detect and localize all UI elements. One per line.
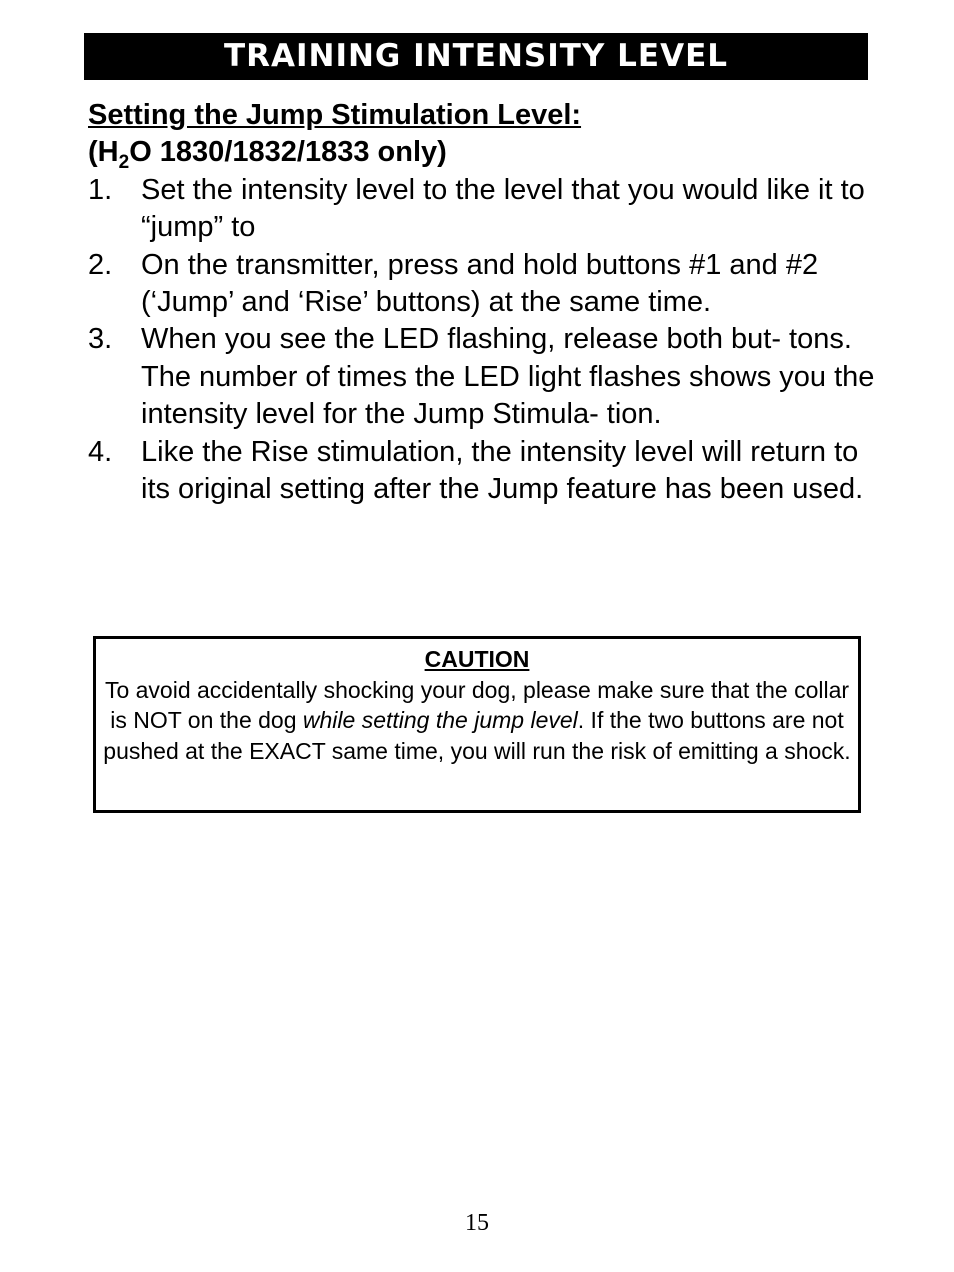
jump-stimulation-section [88, 97, 878, 508]
steps-list [88, 172, 878, 509]
model-note-subscript: 2 [118, 152, 130, 174]
step-text: When you see the LED flashing, release both but- tons. The number of times the LED light flashes shows you the intensity level for the Jump Stimula- tion. [141, 323, 875, 431]
list-item [88, 247, 878, 322]
model-note-suffix: O 1830/1832/1833 only) [129, 136, 447, 169]
caution-title: CAUTION [424, 646, 530, 672]
step-number: 1. [88, 173, 113, 206]
caution-text [96, 675, 858, 767]
list-item [88, 321, 878, 433]
caution-text-italic: while setting the jump level [302, 707, 578, 733]
header-title: TRAINING INTENSITY LEVEL [223, 38, 729, 74]
caution-text-after: . If the two buttons are not pushed at the EXACT same time, you will run the risk of emitting a shock. [103, 707, 851, 764]
caution-text-before: To avoid accidentally shocking your dog, please make sure that the collar is NOT on the dog [104, 676, 850, 733]
list-item [88, 434, 878, 509]
model-note [88, 134, 878, 174]
step-number: 2. [88, 248, 113, 281]
step-text: Like the Rise stimulation, the intensity level will return to its original setting after the Jump feature has been used. [141, 435, 864, 506]
list-item [88, 172, 878, 247]
page-header [84, 33, 868, 80]
caution-box [93, 636, 861, 813]
model-note-prefix: (H [88, 136, 119, 169]
step-number: 4. [88, 435, 113, 468]
step-text: On the transmitter, press and hold buttons #1 and #2 (‘Jump’ and ‘Rise’ buttons) at the same time. [141, 248, 819, 319]
page-number: 15 [465, 1210, 489, 1236]
step-text: Set the intensity level to the level that you would like it to “jump” to [141, 173, 865, 244]
step-number: 3. [88, 323, 113, 356]
section-subtitle: Setting the Jump Stimulation Level: [88, 99, 582, 131]
